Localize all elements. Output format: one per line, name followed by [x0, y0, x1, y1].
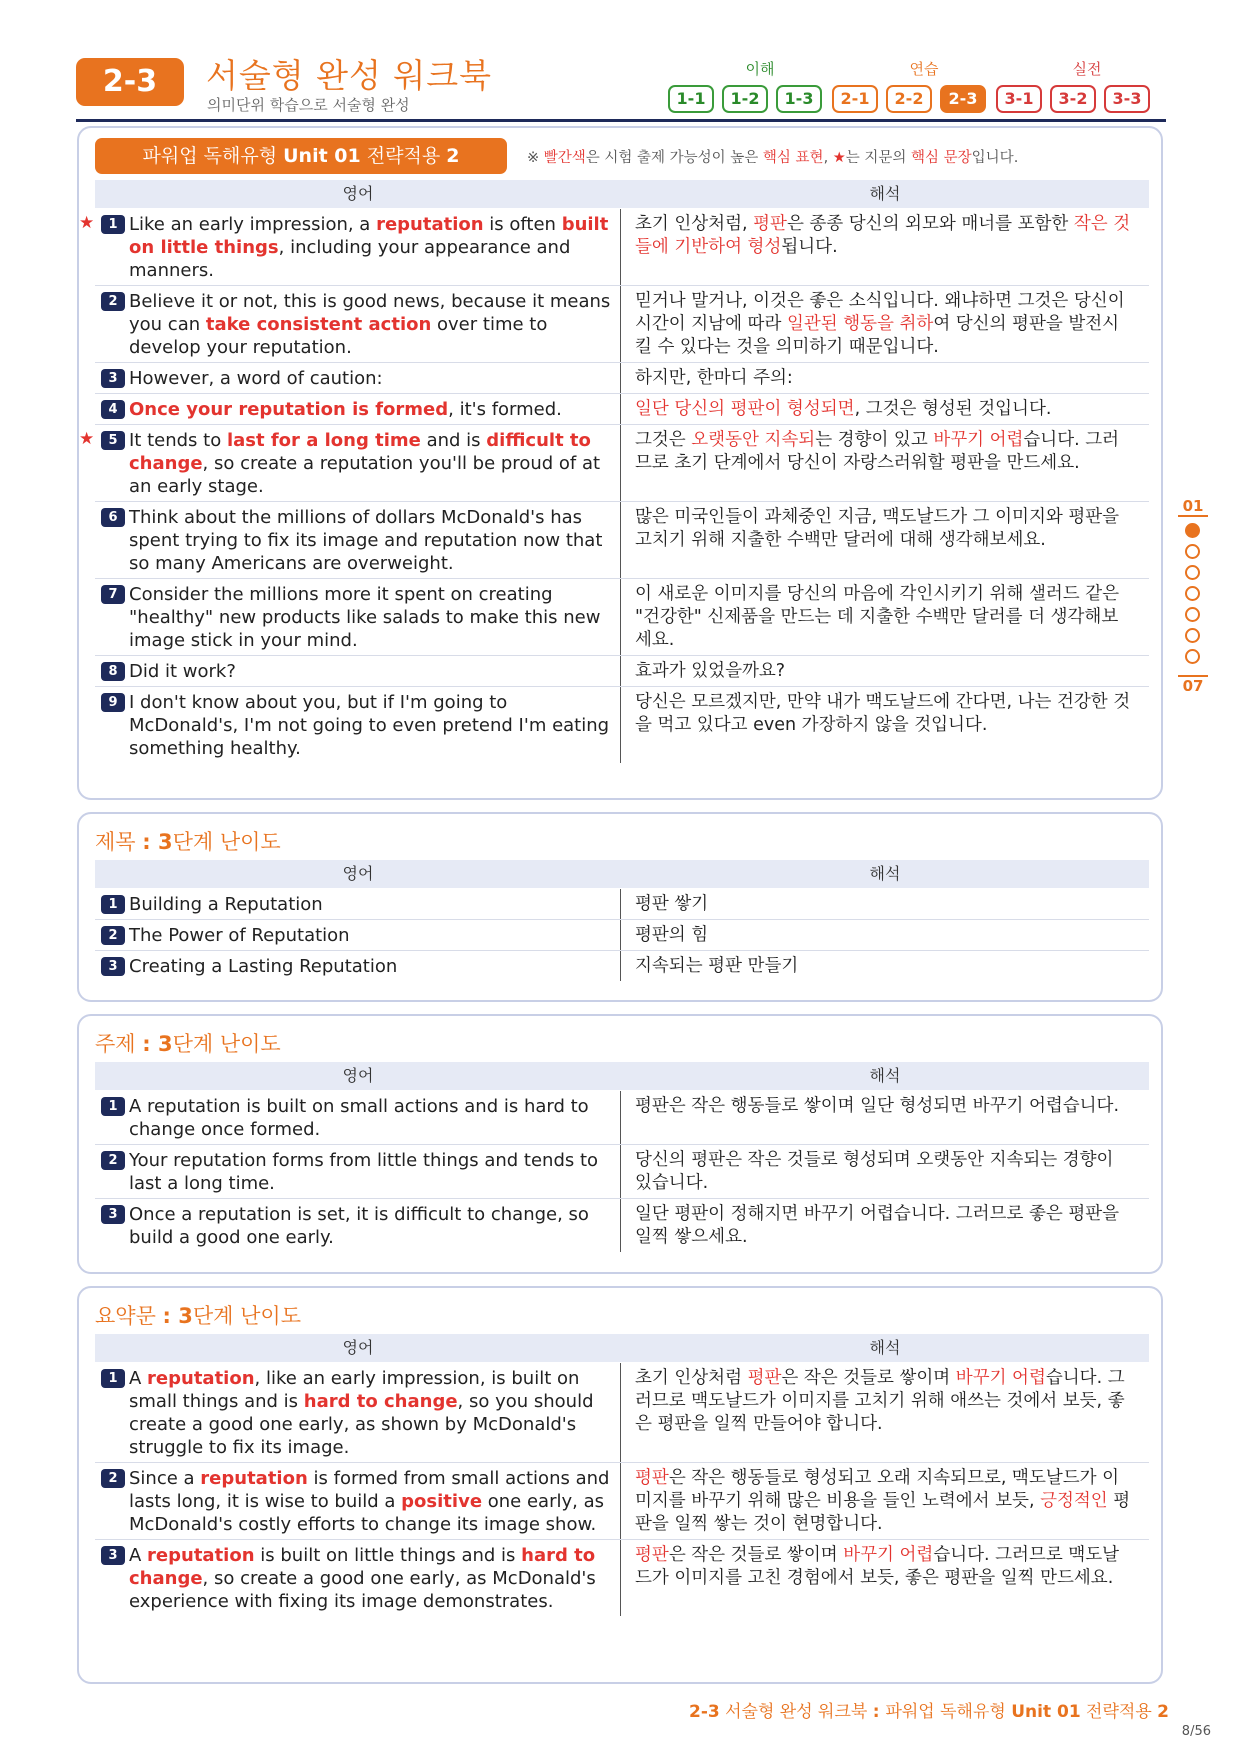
korean-highlight: 바꾸기 어렵 — [955, 1368, 1046, 1388]
sentence-number-badge: 5 — [101, 431, 125, 450]
table-row — [95, 656, 1149, 687]
table-header — [95, 860, 1149, 888]
nav-pill-2-3[interactable]: 2-3 — [940, 85, 986, 113]
korean-text: 평판은 작은 행동들로 쌓이며 일단 형성되면 바꾸기 어렵습니다. — [635, 1096, 1120, 1116]
page-footer — [689, 1697, 1169, 1722]
stage-label-understand: 이해 — [745, 60, 775, 78]
sentence-number-badge: 1 — [101, 1369, 125, 1388]
table-header — [95, 1062, 1149, 1090]
korean-highlight: 오랫동안 지속되 — [691, 430, 816, 450]
korean-text: 여 당신의 평판을 발전시킬 수 있다는 것을 의미하기 때문입니다. — [635, 314, 1120, 357]
korean-cell — [635, 1467, 1135, 1536]
english-highlight: reputation — [147, 1368, 255, 1389]
page-title: 서술형 완성 워크북 — [206, 56, 493, 95]
english-text: Your reputation forms from little things and tends to last a long time. — [129, 1150, 599, 1194]
section-badge: 2-3 — [76, 58, 184, 106]
progress-dot-icon[interactable] — [1185, 649, 1200, 664]
korean-text: 습니다. 그러므로 맥도날드가 이미지를 고친 경험에서 보듯, 좋은 평판을 일찍 만드세요. — [635, 1545, 1120, 1588]
col-header-english: 영어 — [342, 184, 374, 203]
english-highlight: Once your reputation is formed — [129, 399, 449, 420]
title-rows — [95, 889, 1149, 981]
progress-end-label: 07 — [1178, 675, 1208, 695]
english-cell — [95, 394, 621, 424]
topic-section-heading — [95, 1028, 281, 1058]
korean-text: 그것은 — [635, 430, 692, 450]
note-prefix: ※ — [527, 150, 544, 166]
table-row — [95, 889, 1149, 920]
korean-cell — [635, 583, 1135, 652]
korean-cell — [635, 955, 1135, 978]
english-text: , so create a good one early, as McDonald's experience with fixing its image demonstrates. — [129, 1568, 596, 1612]
english-text: However, a word of caution: — [129, 368, 383, 389]
korean-text: 당신은 모르겠지만, 만약 내가 맥도날드에 간다면, 나는 건강한 것을 먹고 있다고 even 가장하지 않을 것입니다. — [635, 692, 1131, 735]
title-section-level-rest: 단계 난이도 — [172, 830, 281, 854]
korean-text: 됩니다. — [781, 237, 838, 257]
english-cell — [95, 502, 621, 578]
korean-text: 평판을 일찍 쌓는 것이 현명합니다. — [635, 1491, 1131, 1534]
korean-highlight: 일단 당신의 평판이 형성되면 — [635, 399, 855, 419]
topic-rows — [95, 1091, 1149, 1252]
english-text: Like an early impression, a — [129, 214, 377, 235]
note-mid2: 는 지문의 — [845, 150, 912, 166]
col-header-english: 영어 — [342, 1066, 374, 1085]
topic-section-level-rest: 단계 난이도 — [172, 1032, 281, 1056]
topic-section-label: 주제 — [95, 1032, 136, 1056]
table-row — [95, 1091, 1149, 1145]
korean-text: 하지만, 한마디 주의: — [635, 368, 793, 388]
english-cell — [95, 1091, 621, 1144]
english-text: , so you should create a good one early, as shown by McDonald's struggle to fix its image. — [129, 1391, 594, 1458]
korean-cell — [635, 893, 1135, 916]
korean-cell — [635, 506, 1135, 552]
footer-book: 서술형 완성 워크북 — [719, 1702, 873, 1722]
unit-progress-nav — [1178, 497, 1208, 697]
footer-strategy: 전략적용 — [1080, 1702, 1158, 1722]
english-highlight: reputation — [147, 1545, 255, 1566]
english-highlight: last for a long time — [226, 430, 421, 451]
korean-text: 은 작은 행동들로 형성되고 오래 지속되므로, 맥도날드가 이미지를 바꾸기 위해 많은 비용을 들인 노력에서 보듯, — [635, 1468, 1120, 1511]
english-text: A — [129, 1545, 148, 1566]
english-cell — [95, 951, 621, 981]
korean-text: 은 작은 것들로 쌓이며 — [781, 1368, 956, 1388]
nav-pill-3-2[interactable]: 3-2 — [1050, 85, 1096, 113]
korean-text: 습니다. 그러므로 초기 단계에서 당신이 자랑스러워할 평판을 만드세요. — [635, 430, 1120, 473]
table-row — [95, 363, 1149, 394]
korean-highlight: 바꾸기 어렵 — [933, 430, 1024, 450]
sentence-number-badge: 2 — [101, 292, 125, 311]
sentence-number-badge: 8 — [101, 662, 125, 681]
korean-cell — [635, 1367, 1135, 1436]
korean-text: , 그것은 형성된 것입니다. — [854, 399, 1052, 419]
english-cell — [95, 656, 621, 686]
summary-rows — [95, 1363, 1149, 1616]
english-text: Creating a Lasting Reputation — [129, 956, 398, 977]
col-header-korean: 해석 — [869, 184, 901, 203]
title-section-level: : 3 — [142, 830, 173, 854]
col-header-english: 영어 — [342, 864, 374, 883]
stage-label-practice: 연습 — [909, 60, 939, 78]
english-text: The Power of Reputation — [129, 925, 350, 946]
unit-banner-suffix: 전략적용 — [360, 145, 447, 167]
nav-pill-3-3[interactable]: 3-3 — [1104, 85, 1150, 113]
progress-dot-icon[interactable] — [1185, 544, 1200, 559]
english-text: Once a reputation is set, it is difficult to change, so build a good one early. — [129, 1204, 589, 1248]
korean-cell — [635, 1203, 1135, 1249]
english-cell — [95, 889, 621, 919]
topic-panel — [77, 1014, 1163, 1274]
english-highlight: built on little things — [129, 214, 609, 258]
english-highlight: hard to change — [129, 1545, 596, 1589]
korean-text: 은 작은 것들로 쌓이며 — [668, 1545, 844, 1565]
footer-section: 2-3 — [689, 1702, 720, 1722]
note-suffix: 입니다. — [971, 150, 1019, 166]
page-number: 8/56 — [1181, 1724, 1211, 1739]
english-text: Believe it or not, this is good news, because it means you can — [129, 291, 611, 335]
korean-text: 은 종종 당신의 외모와 매너를 포함한 — [786, 214, 1074, 234]
korean-highlight: 작은 것들에 기반하여 형성 — [635, 214, 1131, 257]
footer-unit: Unit 01 — [1011, 1702, 1081, 1722]
table-row — [79, 425, 1149, 502]
table-row — [95, 920, 1149, 951]
korean-text: 초기 인상처럼 — [635, 1368, 748, 1388]
english-text: is built on little things and is — [254, 1545, 522, 1566]
english-cell — [95, 579, 621, 655]
english-highlight: take consistent action — [205, 314, 432, 335]
english-cell — [95, 920, 621, 950]
note-key-sent: 핵심 문장 — [911, 150, 972, 166]
english-text: and is — [420, 430, 487, 451]
progress-dot-icon[interactable] — [1185, 523, 1200, 538]
nav-pill-1-3[interactable]: 1-3 — [776, 85, 822, 113]
english-text: one early, as McDonald's costly efforts to change its image show. — [129, 1491, 604, 1535]
korean-text: 습니다. 그러므로 맥도날드가 이미지를 고치기 위해 애쓰는 것에서 보듯, 좋은 평판을 일찍 만들어야 합니다. — [635, 1368, 1125, 1434]
page-subtitle: 의미단위 학습으로 서술형 완성 — [207, 96, 410, 114]
english-text: , including your appearance and manners. — [129, 237, 571, 281]
nav-pill-2-2[interactable]: 2-2 — [886, 85, 932, 113]
sentence-number-badge: 3 — [101, 1205, 125, 1224]
english-cell — [95, 1363, 621, 1462]
progress-dot-icon[interactable] — [1185, 565, 1200, 580]
korean-cell — [635, 429, 1135, 475]
korean-cell — [635, 924, 1135, 947]
table-row — [95, 1540, 1149, 1616]
topic-section-level: : 3 — [142, 1032, 173, 1056]
table-row — [79, 209, 1149, 286]
progress-dot-icon[interactable] — [1185, 586, 1200, 601]
english-cell — [95, 363, 621, 393]
title-section-heading — [95, 826, 281, 856]
english-cell — [95, 1199, 621, 1252]
table-row — [95, 1463, 1149, 1540]
sentence-number-badge: 4 — [101, 400, 125, 419]
korean-highlight: 일관된 행동을 취하 — [786, 314, 934, 334]
unit-banner-num: 2 — [446, 145, 460, 167]
unit-banner-unit: Unit 01 — [283, 145, 361, 167]
korean-highlight: 평판 — [635, 1468, 669, 1488]
title-panel — [77, 812, 1163, 1002]
sentence-rows — [79, 209, 1149, 763]
korean-highlight: 바꾸기 어렵 — [843, 1545, 934, 1565]
sentence-number-badge: 1 — [101, 1097, 125, 1116]
korean-cell — [635, 1544, 1135, 1590]
table-row — [95, 502, 1149, 579]
english-highlight: difficult to change — [129, 430, 591, 474]
nav-pill-3-1[interactable]: 3-1 — [996, 85, 1042, 113]
english-text: , it's formed. — [448, 399, 562, 420]
sentence-number-badge: 7 — [101, 585, 125, 604]
footer-num: 2 — [1157, 1702, 1169, 1722]
english-text: is often — [483, 214, 562, 235]
korean-text: 일단 평판이 정해지면 바꾸기 어렵습니다. 그러므로 좋은 평판을 일찍 쌓으세요. — [635, 1204, 1120, 1247]
table-row — [95, 579, 1149, 656]
key-sentence-star-icon: ★ — [79, 213, 95, 233]
english-text: Did it work? — [129, 661, 236, 682]
summary-section-heading — [95, 1300, 301, 1330]
english-text: Since a — [129, 1468, 201, 1489]
korean-text: 이 새로운 이미지를 당신의 마음에 각인시키기 위해 샐러드 같은 "건강한" 신제품을 만드는 데 지출한 수백만 달러를 더 생각해보세요. — [635, 584, 1120, 650]
korean-cell — [635, 1149, 1135, 1195]
table-row — [95, 1145, 1149, 1199]
table-row — [95, 286, 1149, 363]
nav-pill-1-2[interactable]: 1-2 — [722, 85, 768, 113]
korean-highlight: 긍정적인 — [1040, 1491, 1108, 1511]
english-highlight: reputation — [200, 1468, 308, 1489]
korean-cell — [635, 660, 1135, 683]
korean-text: 믿거나 말거나, 이것은 좋은 소식입니다. 왜냐하면 그것은 당신이 시간이 지남에 따라 — [635, 291, 1125, 334]
note-red-word: 빨간색 — [543, 150, 586, 166]
title-section-label: 제목 — [95, 830, 136, 854]
english-text: I don't know about you, but if I'm going to McDonald's, I'm not going to even pretend I'm eating something healthy. — [129, 692, 610, 759]
nav-pill-2-1[interactable]: 2-1 — [832, 85, 878, 113]
col-header-korean: 해석 — [869, 864, 901, 883]
korean-cell — [635, 367, 1135, 390]
progress-dot-icon[interactable] — [1185, 607, 1200, 622]
unit-banner-prefix: 파워업 독해유형 — [142, 145, 284, 167]
sentence-number-badge: 3 — [101, 957, 125, 976]
english-cell — [79, 425, 621, 501]
nav-pill-1-1[interactable]: 1-1 — [668, 85, 714, 113]
sentence-number-badge: 2 — [101, 1151, 125, 1170]
sentence-number-badge: 1 — [101, 895, 125, 914]
legend-note — [527, 146, 1018, 167]
header-divider — [76, 119, 1166, 122]
korean-text: 는 경향이 있고 — [815, 430, 934, 450]
english-text: It tends to — [129, 430, 227, 451]
english-cell — [95, 1463, 621, 1539]
summary-panel — [77, 1286, 1163, 1684]
col-header-korean: 해석 — [869, 1066, 901, 1085]
english-text: Consider the millions more it spent on creating "healthy" new products like salads to make this new image stick in your mind. — [129, 584, 601, 651]
col-header-english: 영어 — [342, 1338, 374, 1357]
english-cell — [95, 286, 621, 362]
korean-text: 효과가 있었을까요? — [635, 661, 786, 681]
korean-cell — [635, 213, 1135, 259]
korean-text: 많은 미국인들이 과체중인 지금, 맥도날드가 그 이미지와 평판을 고치기 위해 지출한 수백만 달러에 대해 생각해보세요. — [635, 507, 1120, 550]
sentence-number-badge: 9 — [101, 693, 125, 712]
progress-dot-icon[interactable] — [1185, 628, 1200, 643]
english-text: Building a Reputation — [129, 894, 323, 915]
english-text: Think about the millions of dollars McDonald's has spent trying to fix its image and reputation now that so many Americans are overweight. — [129, 507, 603, 574]
col-header-korean: 해석 — [869, 1338, 901, 1357]
korean-text: 당신의 평판은 작은 것들로 형성되며 오랫동안 지속되는 경향이 있습니다. — [635, 1150, 1114, 1193]
korean-highlight: 평판 — [635, 1545, 669, 1565]
korean-text: 지속되는 평판 만들기 — [635, 956, 799, 976]
stage-label-real: 실전 — [1072, 60, 1102, 78]
summary-section-level-rest: 단계 난이도 — [192, 1304, 301, 1328]
sentence-number-badge: 2 — [101, 926, 125, 945]
table-row — [95, 687, 1149, 763]
table-header — [95, 1334, 1149, 1362]
table-row — [95, 1363, 1149, 1463]
footer-colon: : — [872, 1702, 886, 1722]
korean-cell — [635, 1095, 1135, 1118]
korean-text: 평판 쌓기 — [635, 894, 709, 914]
sentence-number-badge: 6 — [101, 508, 125, 527]
note-key-expr: 핵심 표현 — [762, 150, 824, 166]
summary-section-level: : 3 — [162, 1304, 193, 1328]
translation-panel — [77, 126, 1163, 800]
progress-start-label: 01 — [1178, 497, 1208, 517]
sentence-number-badge: 3 — [101, 1546, 125, 1565]
unit-banner — [95, 138, 507, 174]
table-row — [95, 1199, 1149, 1252]
english-text: A — [129, 1368, 148, 1389]
table-row — [95, 394, 1149, 425]
english-cell — [79, 209, 621, 285]
english-text: over time to develop your reputation. — [129, 314, 548, 358]
korean-cell — [635, 398, 1135, 421]
korean-highlight: 평판 — [753, 214, 787, 234]
english-cell — [95, 1145, 621, 1198]
note-comma: , — [823, 150, 833, 166]
english-text: , like an early impression, is built on small things and is — [129, 1368, 580, 1412]
english-cell — [95, 1540, 621, 1616]
sentence-number-badge: 2 — [101, 1469, 125, 1488]
sentence-number-badge: 1 — [101, 215, 125, 234]
note-mid: 은 시험 출제 가능성이 높은 — [585, 150, 763, 166]
english-text: , so create a reputation you'll be proud of at an early stage. — [129, 453, 601, 497]
english-highlight: reputation — [376, 214, 484, 235]
english-text: is formed from small actions and lasts long, it is wise to build a — [129, 1468, 610, 1512]
english-cell — [95, 687, 621, 763]
table-row — [95, 951, 1149, 981]
korean-cell — [635, 290, 1135, 359]
korean-text: 초기 인상처럼, — [635, 214, 754, 234]
korean-cell — [635, 691, 1135, 737]
sentence-number-badge: 3 — [101, 369, 125, 388]
english-text: A reputation is built on small actions and is hard to change once formed. — [129, 1096, 589, 1140]
key-sentence-star-icon: ★ — [79, 429, 95, 449]
note-star: ★ — [832, 150, 846, 166]
summary-section-label: 요약문 — [95, 1304, 156, 1328]
table-header — [95, 180, 1149, 208]
english-highlight: positive — [401, 1491, 483, 1512]
footer-type: 파워업 독해유형 — [885, 1702, 1012, 1722]
english-highlight: hard to change — [303, 1391, 458, 1412]
korean-text: 평판의 힘 — [635, 925, 709, 945]
korean-highlight: 평판 — [747, 1368, 782, 1388]
